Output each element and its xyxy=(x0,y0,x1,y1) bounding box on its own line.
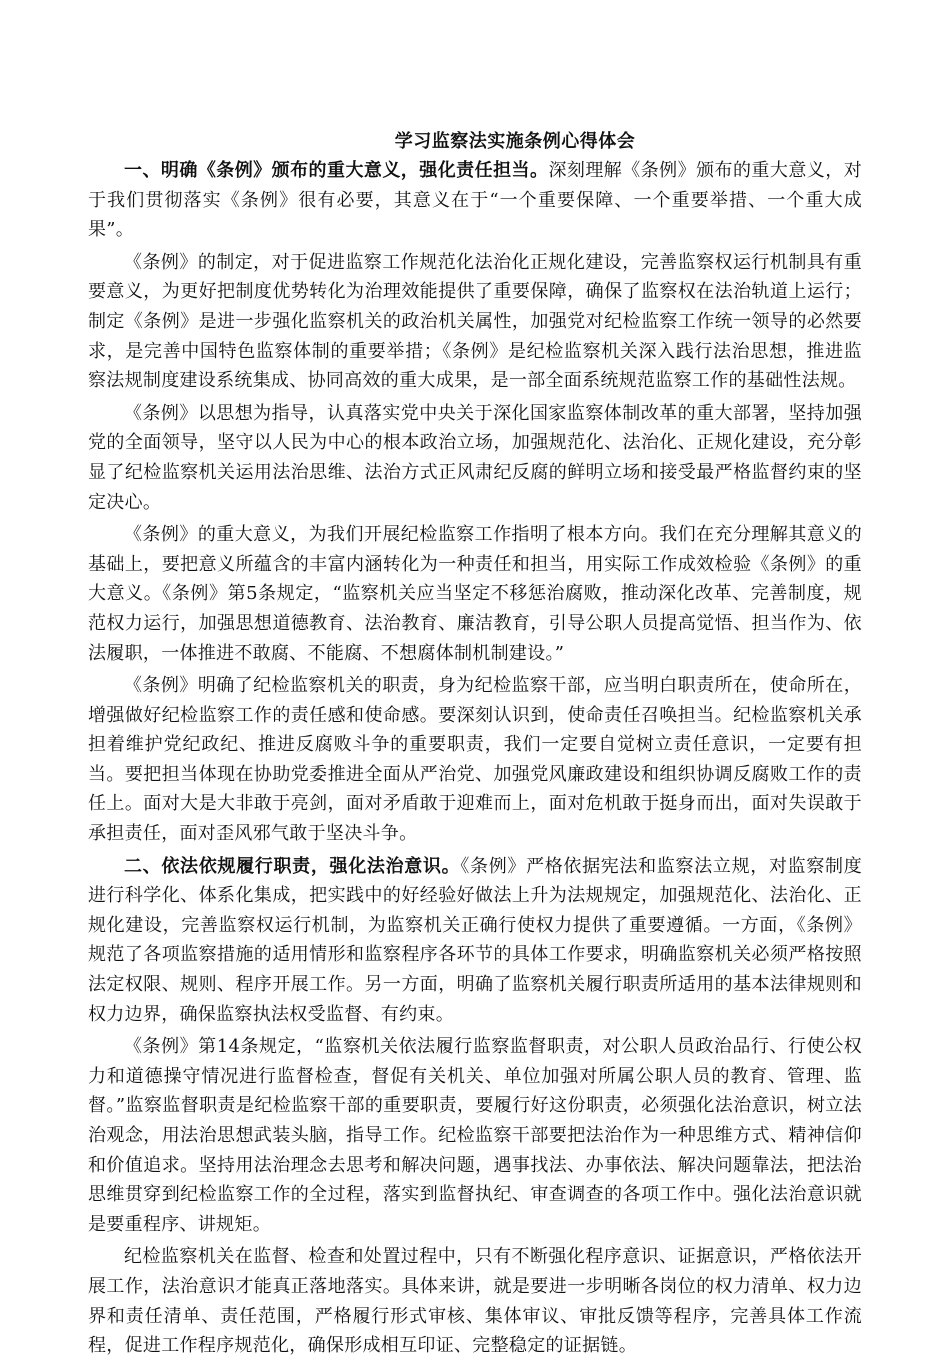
section-2-heading: 二、依法依规履行职责，强化法治意识。 xyxy=(124,855,461,877)
paragraph-4: 《条例》的重大意义，为我们开展纪检监察工作指明了根本方向。我们在充分理解其意义的基础上，要把意义所蕴含的丰富内涵转化为一种责任和担当，用实际工作成效检验《条例》的重大意义。《条例》第5条规定，“监察机关应当坚定不移惩治腐败，推动深化改革、完善制度，规范权力运行，加强思想道德教育、法治教育、廉洁教育，引导公职人员提高觉悟、担当作为、依法履职，一体推进不敢腐、不能腐、不想腐体制机制建设。” xyxy=(88,524,862,664)
section-2-lead: 《条例》严格依据宪法和监察法立规，对监察制度进行科学化、体系化集成，把实践中的好经验好做法上升为法规规定，加强规范化、法治化、正规化建设，完善监察权运行机制，为监察机关正确行使权力提供了重要遵循。一方面，《条例》规范了各项监察措施的适用情形和监察程序各环节的具体工作要求，明确监察机关必须严格按照法定权限、规则、程序开展工作。另一方面，明确了监察机关履行职责所适用的基本法律规则和权力边界，确保监察执法权受监督、有约束。 xyxy=(88,855,862,1025)
section-1-heading: 一、明确《条例》颁布的重大意义，强化责任担当。 xyxy=(124,160,549,181)
paragraph-section-2 xyxy=(88,852,862,1030)
paragraph-8: 纪检监察机关在监督、检查和处置过程中，只有不断强化程序意识、证据意识，严格依法开展工作，法治意识才能真正落地落实。具体来讲，就是要进一步明晰各岗位的权力清单、权力边界和责任清单、责任范围，严格履行形式审核、集体审议、审批反馈等程序，完善具体工作流程，促进工作程序规范化，确保形成相互印证、完整稳定的证据链。 xyxy=(88,1246,862,1357)
paragraph-3: 《条例》以思想为指导，认真落实党中央关于深化国家监察体制改革的重大部署，坚持加强党的全面领导，坚守以人民为中心的根本政治立场，加强规范化、法治化、正规化建设，充分彰显了纪检监察机关运用法治思维、法治方式正风肃纪反腐的鲜明立场和接受最严格监督约束的坚定决心。 xyxy=(88,402,862,513)
paragraph-5: 《条例》明确了纪检监察机关的职责，身为纪检监察干部，应当明白职责所在，使命所在，增强做好纪检监察工作的责任感和使命感。要深刻认识到，使命责任召唤担当。纪检监察机关承担着维护党纪政纪、推进反腐败斗争的重要职责，我们一定要自觉树立责任意识，一定要有担当。要把担当体现在协助党委推进全面从严治党、加强党风廉政建设和组织协调反腐败工作的责任上。面对大是大非敢于亮剑，面对矛盾敢于迎难而上，面对危机敢于挺身而出，面对失误敢于承担责任，面对歪风邪气敢于坚决斗争。 xyxy=(88,675,862,845)
document-page xyxy=(88,128,862,1362)
section-1-lead: 深刻理解《条例》颁布的重大意义，对于我们贯彻落实《条例》很有必要，其意义在于“一个重要保障、一个重要举措、一个重大成果”。 xyxy=(88,160,862,241)
document-title: 学习监察法实施条例心得体会 xyxy=(394,131,636,152)
paragraph-7: 《条例》第14条规定，“监察机关依法履行监察监督职责，对公职人员政治品行、行使公权力和道德操守情况进行监督检查，督促有关机关、单位加强对所属公职人员的教育、管理、监督。”监察监督职责是纪检监察干部的重要职责，要履行好这份职责，必须强化法治意识，树立法治观念，用法治思想武装头脑，指导工作。纪检监察干部要把法治作为一种思维方式、精神信仰和价值追求。坚持用法治理念去思考和解决问题，遇事找法、办事依法、解决问题靠法，把法治思维贯穿到纪检监察工作的全过程，落实到监督执纪、审查调查的各项工作中。强化法治意识就是要重程序、讲规矩。 xyxy=(88,1036,862,1235)
paragraph-2: 《条例》的制定，对于促进监察工作规范化法治化正规化建设，完善监察权运行机制具有重要意义，为更好把制度优势转化为治理效能提供了重要保障，确保了监察权在法治轨道上运行；制定《条例》是进一步强化监察机关的政治机关属性，加强党对纪检监察工作统一领导的必然要求，是完善中国特色监察体制的重要举措；《条例》是纪检监察机关深入践行法治思想，推进监察法规制度建设系统集成、协同高效的重大成果，是一部全面系统规范监察工作的基础性法规。 xyxy=(88,251,862,392)
paragraph-section-1 xyxy=(88,156,862,245)
